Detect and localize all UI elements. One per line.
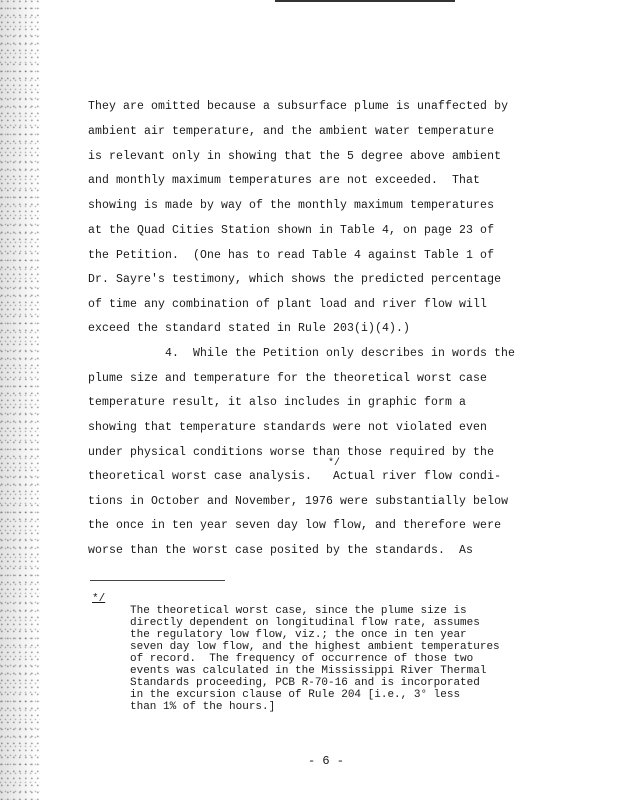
body-line: exceed the standard stated in Rule 203(i)(4).) (88, 322, 411, 335)
body-line: of time any combination of plant load and river flow will (88, 298, 488, 311)
body-line: plume size and temperature for the theoretical worst case (88, 372, 488, 385)
top-rule (275, 0, 455, 2)
body-line: showing that temperature standards were not violated even (88, 421, 488, 434)
footnote-line: Standards proceeding, PCB R-70-16 and is incorporated (130, 677, 480, 689)
body-line: is relevant only in showing that the 5 degree above ambient (88, 150, 502, 163)
scan-edge-noise (0, 0, 40, 800)
footnote-line: of record. The frequency of occurrence of those two (130, 653, 474, 665)
footnote-line: directly dependent on longitudinal flow rate, assumes (130, 617, 480, 629)
body-line: and monthly maximum temperatures are not exceeded. That (88, 174, 481, 187)
body-line: Dr. Sayre's testimony, which shows the predicted percentage (88, 273, 502, 286)
page-number: - 6 - (308, 754, 345, 768)
body-line: the Petition. (One has to read Table 4 against Table 1 of (88, 249, 495, 262)
footnote-line: seven day low flow, and the highest ambient temperatures (130, 641, 500, 653)
body-line: temperature result, it also includes in graphic form a (88, 396, 467, 409)
body-line: ambient air temperature, and the ambient water temperature (88, 125, 495, 138)
body-line: theoretical worst case analysis. Actual river flow condi- (88, 470, 502, 483)
body-line: They are omitted because a subsurface plume is unaffected by (88, 100, 509, 113)
body-line: tions in October and November, 1976 were substantially below (88, 495, 509, 508)
footnote-marker: */ (92, 593, 106, 605)
footnote-line: in the excursion clause of Rule 204 [i.e., 3° less (130, 689, 461, 701)
paragraph-4-start: 4. While the Petition only describes in words the (165, 347, 516, 360)
body-line: under physical conditions worse than those required by the (88, 446, 495, 459)
body-line: worse than the worst case posited by the standards. As (88, 544, 474, 557)
body-line: showing is made by way of the monthly maximum temperatures (88, 199, 495, 212)
footnote-reference: */ (328, 458, 341, 469)
footnote-line: the regulatory low flow, viz.; the once in ten year (130, 629, 467, 641)
footnote-line: events was calculated in the Mississippi River Thermal (130, 665, 487, 677)
footnote-line: than 1% of the hours.] (130, 701, 276, 713)
footnote-line: The theoretical worst case, since the plume size is (130, 605, 467, 617)
body-line: at the Quad Cities Station shown in Table 4, on page 23 of (88, 224, 495, 237)
body-line: the once in ten year seven day low flow, and therefore were (88, 519, 502, 532)
footnote-separator (90, 580, 225, 581)
